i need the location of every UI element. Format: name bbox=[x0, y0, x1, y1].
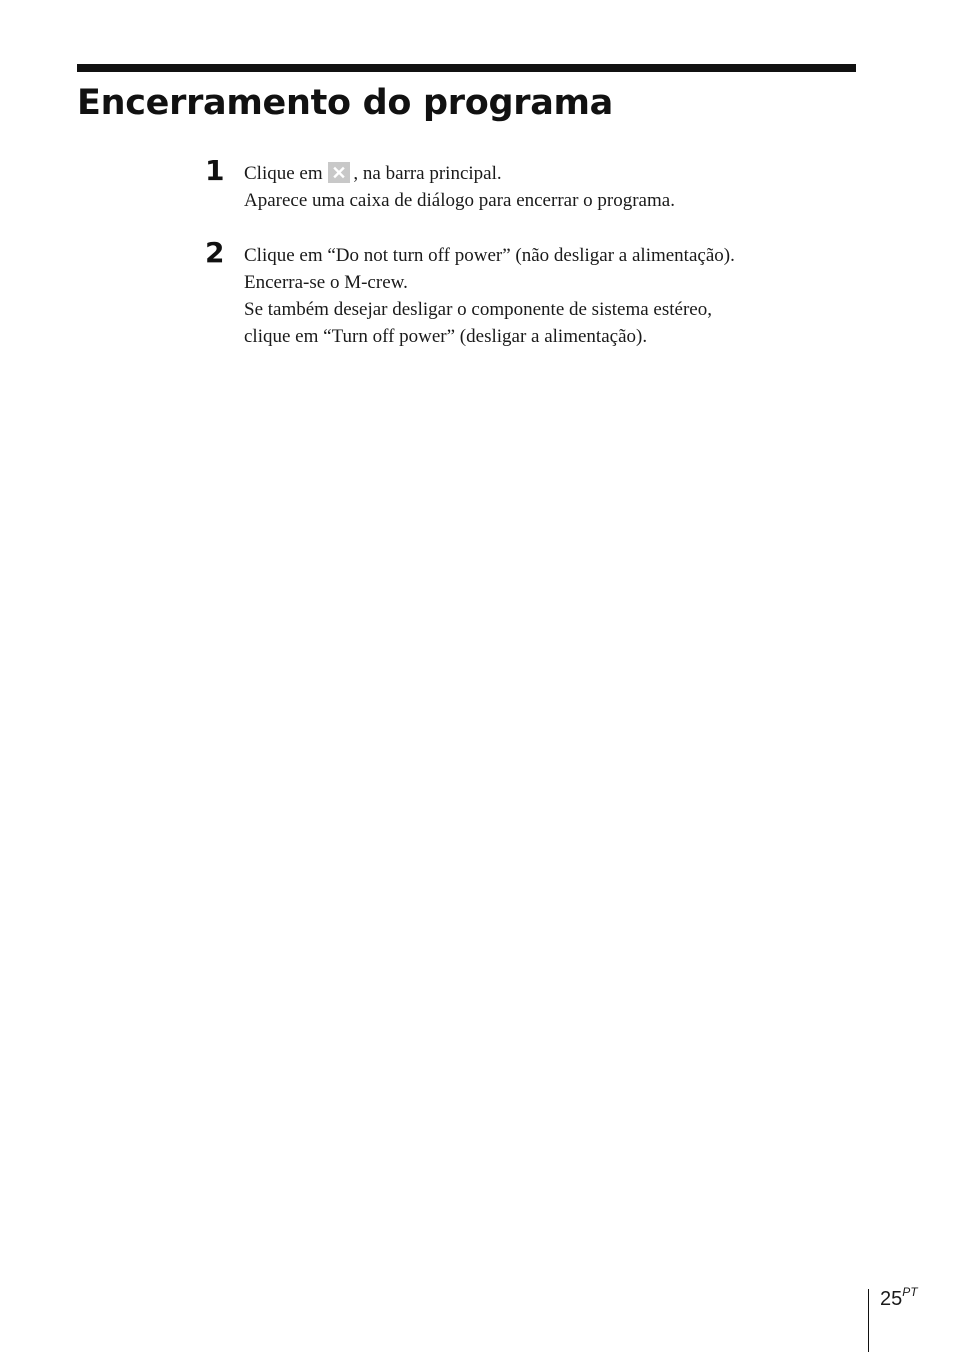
step-line: Clique em “Do not turn off power” (não desligar a alimentação). bbox=[244, 245, 735, 266]
page-number-value: 25 bbox=[880, 1288, 903, 1310]
close-icon bbox=[328, 162, 350, 183]
page-number-suffix: PT bbox=[902, 1285, 918, 1299]
page-number bbox=[880, 1287, 918, 1311]
step-text-fragment: , na barra principal. bbox=[353, 163, 502, 184]
step-line: clique em “Turn off power” (desligar a alimentação). bbox=[244, 326, 648, 347]
step-number: 1 bbox=[205, 154, 225, 187]
step-line: Se também desejar desligar o componente de sistema estéreo, bbox=[244, 299, 712, 320]
step-text bbox=[244, 160, 844, 214]
step-text bbox=[244, 242, 844, 350]
step-text-fragment: Clique em bbox=[244, 163, 323, 184]
page-title: Encerramento do programa bbox=[77, 83, 614, 123]
title-rule bbox=[77, 64, 856, 72]
page-edge-rule bbox=[868, 1289, 869, 1352]
step-line: Encerra-se o M-crew. bbox=[244, 272, 408, 293]
step-line: Aparece uma caixa de diálogo para encerrar o programa. bbox=[244, 190, 675, 211]
step-line bbox=[244, 160, 844, 187]
step-number: 2 bbox=[205, 236, 225, 269]
